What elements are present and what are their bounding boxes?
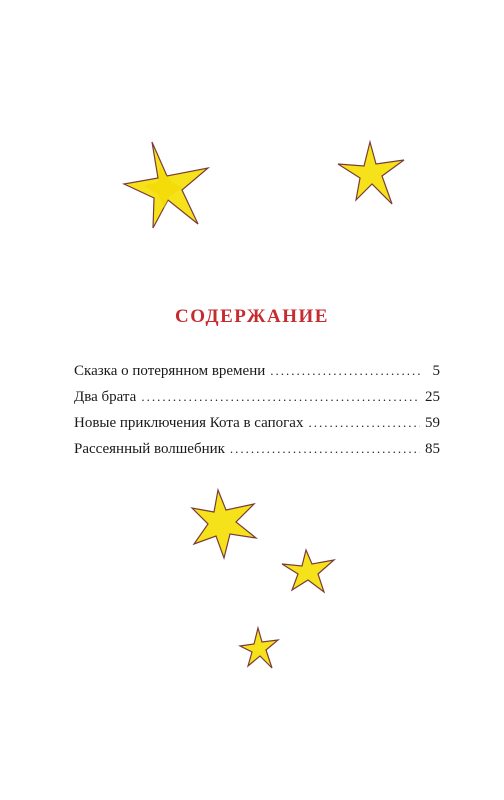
toc-entry-page: 59 (425, 415, 440, 431)
toc-entry-page: 25 (425, 389, 440, 405)
star-icon (336, 140, 408, 208)
toc-entry[interactable] (74, 410, 440, 436)
toc-entry-title: Новые приключения Кота в сапогах (74, 415, 304, 431)
star-icon (120, 138, 215, 230)
toc-entry-title: Сказка о потерянном времени (74, 363, 266, 379)
table-of-contents (74, 358, 440, 462)
star-icon (188, 488, 260, 560)
toc-entry-title: Два брата (74, 389, 137, 405)
toc-leader-dots (270, 358, 421, 384)
star-icon (280, 548, 336, 594)
toc-entry-title: Рассеянный волшебник (74, 441, 225, 457)
page-title: СОДЕРЖАНИЕ (175, 306, 329, 327)
toc-entry-page: 5 (432, 363, 440, 379)
toc-entry[interactable] (74, 384, 440, 410)
toc-leader-dots (308, 410, 420, 436)
toc-entry[interactable] (74, 358, 440, 384)
toc-entry[interactable] (74, 436, 440, 462)
star-icon (238, 626, 280, 670)
toc-leader-dots (141, 384, 420, 410)
toc-entry-page: 85 (425, 441, 440, 457)
toc-leader-dots (230, 436, 420, 462)
